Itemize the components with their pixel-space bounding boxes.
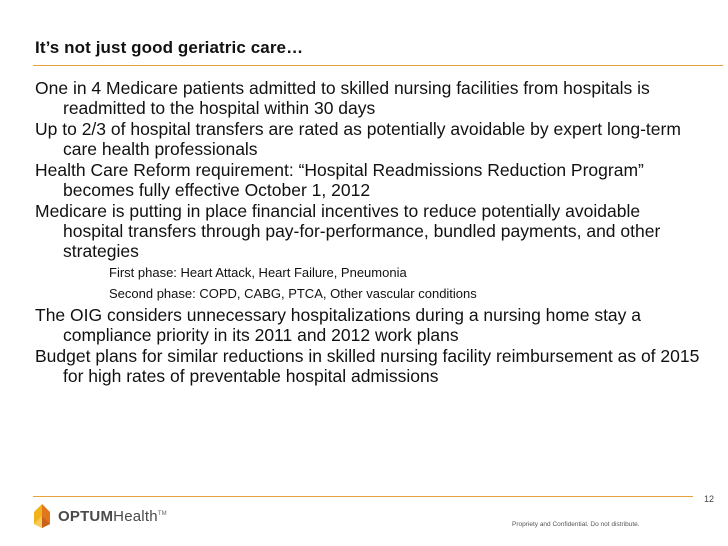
optum-health-logo xyxy=(30,500,167,532)
sub-bullet-item: First phase: Heart Attack, Heart Failure, Pneumonia xyxy=(109,265,407,280)
title-divider xyxy=(33,65,723,66)
logo-optum-text: OPTUM xyxy=(58,507,114,525)
confidential-notice: Propriety and Confidential. Do not distribute. xyxy=(512,521,640,528)
footer-divider xyxy=(33,496,693,497)
slide-content xyxy=(35,78,705,387)
bullet-item: Budget plans for similar reductions in skilled nursing facility reimbursement as of 2015 for high rates of preventable hospital admissions xyxy=(35,346,700,386)
bullet-item: One in 4 Medicare patients admitted to skilled nursing facilities from hospitals is readmitted to the hospital within 30 days xyxy=(35,78,650,118)
bullet-item: Up to 2/3 of hospital transfers are rated as potentially avoidable by expert long-term care health professionals xyxy=(35,119,681,159)
bullet-item: Health Care Reform requirement: “Hospital Readmissions Reduction Program” becomes fully effective October 1, 2012 xyxy=(35,160,644,200)
optum-logo-icon xyxy=(30,503,54,529)
slide-title: It’s not just good geriatric care… xyxy=(35,38,304,57)
sub-bullet-item: Second phase: COPD, CABG, PTCA, Other vascular conditions xyxy=(109,286,477,301)
bullet-item: Medicare is putting in place financial incentives to reduce potentially avoidable hospital transfers through pay-for-performance, bundled payments, and other strategies xyxy=(35,201,661,261)
logo-health-text: Health xyxy=(113,507,158,525)
bullet-item: The OIG considers unnecessary hospitalizations during a nursing home stay a compliance priority in its 2011 and 2012 work plans xyxy=(35,305,642,345)
logo-wordmark xyxy=(58,508,167,525)
trademark-mark: TM xyxy=(157,510,167,517)
page-number: 12 xyxy=(703,494,714,504)
